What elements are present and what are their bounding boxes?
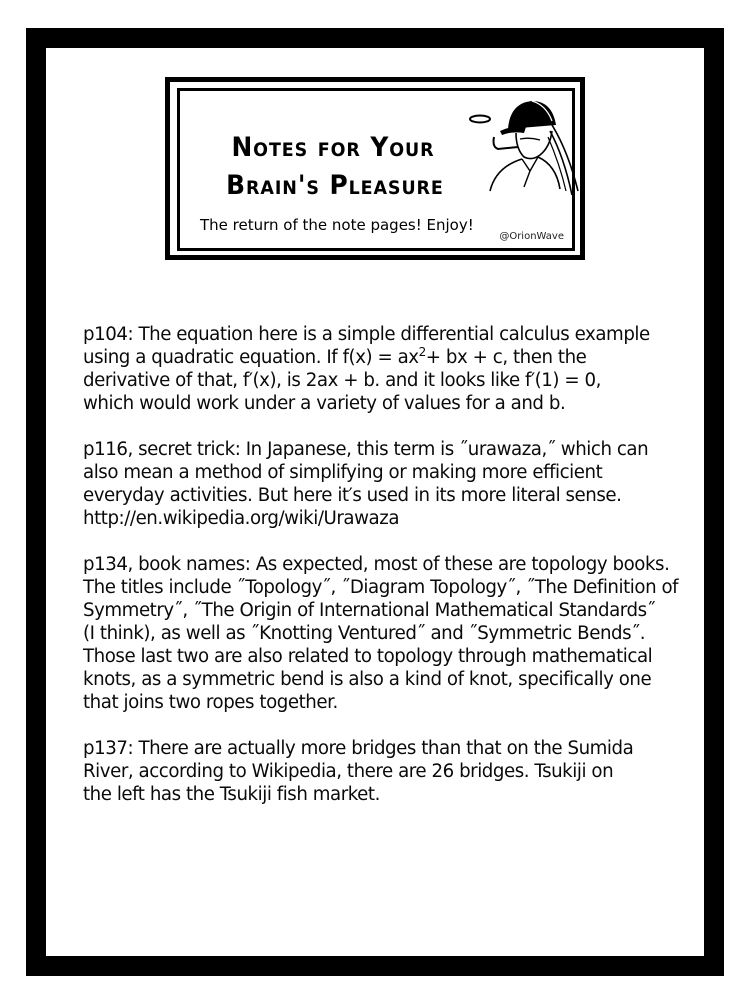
- note-line: p137: There are actually more bridges than that on the Sumida: [83, 738, 634, 759]
- superscript-exponent: 2: [418, 344, 426, 359]
- note-p137: [83, 737, 698, 806]
- note-line: the left has the Tsukiji fish market.: [83, 784, 380, 805]
- note-text: + bx + c, then the: [425, 347, 587, 368]
- note-text: using a quadratic equation. If f(x) = ax: [83, 347, 419, 368]
- note-p134: [83, 553, 698, 714]
- header-box: [165, 77, 585, 260]
- note-line: knots, as a symmetric bend is also a kind of knot, specifically one: [83, 669, 652, 690]
- note-line: which would work under a variety of values for a and b.: [83, 393, 566, 414]
- header-title-line-2: Brain's Pleasure: [226, 170, 444, 201]
- note-line: River, according to Wikipedia, there are 26 bridges. Tsukiji on: [83, 761, 614, 782]
- notes-body: [83, 323, 698, 829]
- note-p104: [83, 323, 698, 415]
- note-line: p134, book names: As expected, most of these are topology books.: [83, 554, 670, 575]
- note-line: also mean a method of simplifying or making more efficient: [83, 462, 603, 483]
- urawaza-wiki-link: http://en.wikipedia.org/wiki/Urawaza: [83, 508, 400, 529]
- note-line: Symmetry˝, ˝The Origin of International Mathematical Standards˝: [83, 600, 656, 621]
- artist-credit: @OrionWave: [499, 231, 564, 242]
- deerstalker-character-sketch-icon: [460, 91, 580, 211]
- note-line: everyday activities. But here it′s used in its more literal sense.: [83, 485, 622, 506]
- note-p116: [83, 438, 698, 530]
- note-line: (I think), as well as ˝Knotting Ventured˝ and ˝Symmetric Bends˝.: [83, 623, 646, 644]
- header-subtitle: The return of the note pages! Enjoy!: [200, 216, 474, 234]
- note-line: Those last two are also related to topology through mathematical: [83, 646, 653, 667]
- note-line: p104: The equation here is a simple differential calculus example: [83, 324, 650, 345]
- note-line: that joins two ropes together.: [83, 692, 338, 713]
- header-inner-border: [177, 88, 575, 251]
- note-line: The titles include ˝Topology˝, ˝Diagram Topology˝, ˝The Definition of: [83, 577, 679, 598]
- header-title-line-1: Notes for Your: [231, 132, 435, 163]
- note-line: [83, 346, 698, 369]
- note-line: derivative of that, f′(x), is 2ax + b. and it looks like f′(1) = 0,: [83, 370, 601, 391]
- note-line: p116, secret trick: In Japanese, this term is ˝urawaza,˝ which can: [83, 439, 649, 460]
